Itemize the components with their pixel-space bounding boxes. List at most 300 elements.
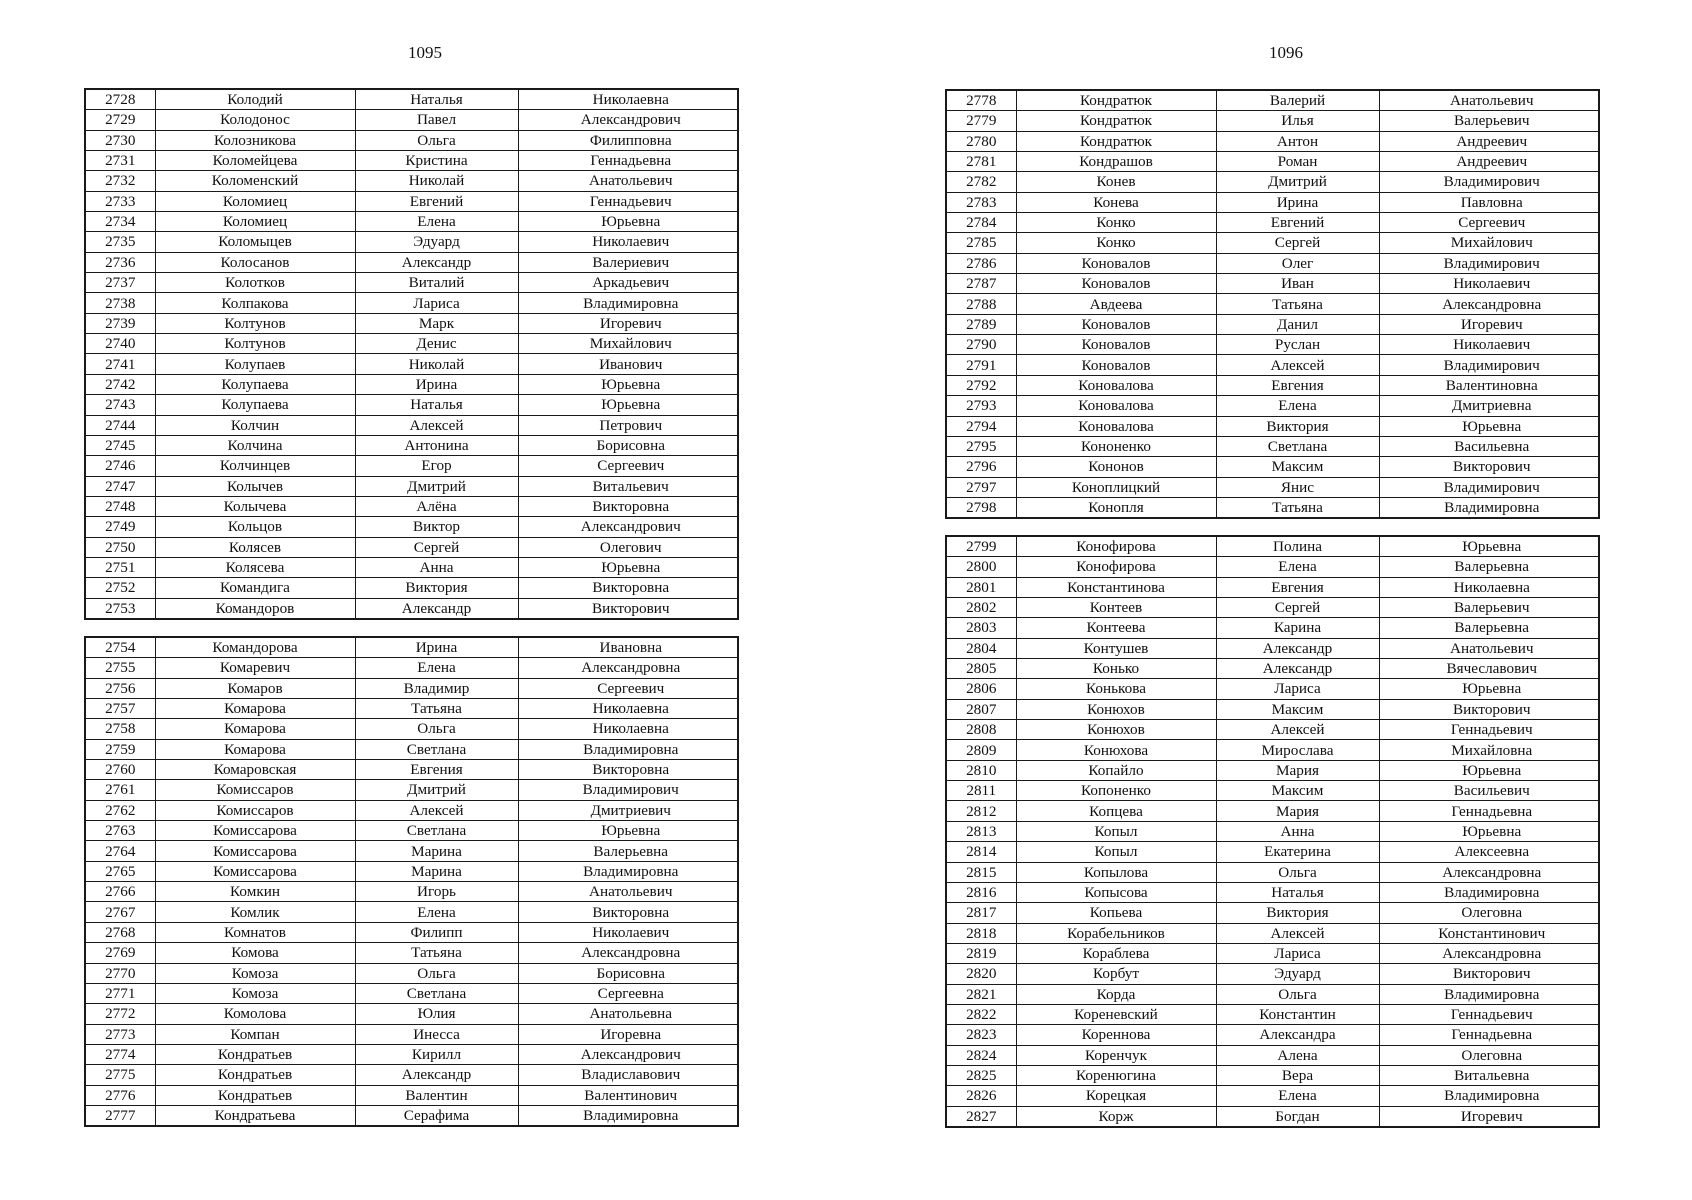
row-number: 2756 bbox=[85, 678, 155, 698]
row-number: 2753 bbox=[85, 598, 155, 619]
row-number: 2747 bbox=[85, 476, 155, 496]
table-row bbox=[85, 637, 738, 658]
patronymic-cell: Александровна bbox=[518, 658, 738, 678]
table-row bbox=[85, 456, 738, 476]
patronymic-cell: Валентинович bbox=[518, 1085, 738, 1105]
surname-cell: Конко bbox=[1016, 213, 1216, 233]
table-row bbox=[85, 557, 738, 577]
patronymic-cell: Сергеевич bbox=[1379, 213, 1599, 233]
patronymic-cell: Владимирович bbox=[1379, 253, 1599, 273]
patronymic-cell: Валерьевна bbox=[518, 841, 738, 861]
surname-cell: Конев bbox=[1016, 172, 1216, 192]
surname-cell: Коноплицкий bbox=[1016, 477, 1216, 497]
table-row bbox=[946, 557, 1599, 577]
table-row bbox=[85, 882, 738, 902]
patronymic-cell: Владимировна bbox=[518, 739, 738, 759]
surname-cell: Коломыцев bbox=[155, 232, 355, 252]
patronymic-cell: Геннадьевич bbox=[518, 191, 738, 211]
surname-cell: Колозникова bbox=[155, 130, 355, 150]
table-row bbox=[946, 699, 1599, 719]
patronymic-cell: Дмитриевна bbox=[1379, 396, 1599, 416]
table-row bbox=[946, 416, 1599, 436]
row-number: 2768 bbox=[85, 922, 155, 942]
table-row bbox=[85, 395, 738, 415]
row-number: 2743 bbox=[85, 395, 155, 415]
row-number: 2739 bbox=[85, 313, 155, 333]
patronymic-cell: Юрьевна bbox=[518, 821, 738, 841]
row-number: 2819 bbox=[946, 943, 1016, 963]
first-name-cell: Богдан bbox=[1216, 1106, 1379, 1127]
right-table-1 bbox=[945, 89, 1600, 519]
surname-cell: Колотков bbox=[155, 273, 355, 293]
right-table-2 bbox=[945, 535, 1600, 1128]
surname-cell: Колупаева bbox=[155, 395, 355, 415]
row-number: 2774 bbox=[85, 1044, 155, 1064]
first-name-cell: Ольга bbox=[355, 130, 518, 150]
first-name-cell: Дмитрий bbox=[1216, 172, 1379, 192]
table-row bbox=[946, 1086, 1599, 1106]
table-row bbox=[85, 313, 738, 333]
surname-cell: Комиссарова bbox=[155, 821, 355, 841]
table-row bbox=[85, 1085, 738, 1105]
row-number: 2769 bbox=[85, 943, 155, 963]
first-name-cell: Ирина bbox=[355, 374, 518, 394]
patronymic-cell: Алексеевна bbox=[1379, 842, 1599, 862]
first-name-cell: Юлия bbox=[355, 1004, 518, 1024]
row-number: 2761 bbox=[85, 780, 155, 800]
first-name-cell: Алексей bbox=[1216, 720, 1379, 740]
row-number: 2762 bbox=[85, 800, 155, 820]
table-row bbox=[946, 90, 1599, 111]
row-number: 2767 bbox=[85, 902, 155, 922]
patronymic-cell: Викторович bbox=[1379, 457, 1599, 477]
surname-cell: Кореннова bbox=[1016, 1025, 1216, 1045]
patronymic-cell: Валерьевич bbox=[1379, 598, 1599, 618]
first-name-cell: Татьяна bbox=[355, 943, 518, 963]
surname-cell: Конюхов bbox=[1016, 699, 1216, 719]
surname-cell: Коновалов bbox=[1016, 335, 1216, 355]
surname-cell: Корабельников bbox=[1016, 923, 1216, 943]
table-row bbox=[946, 618, 1599, 638]
table-row bbox=[85, 273, 738, 293]
table-row bbox=[85, 739, 738, 759]
patronymic-cell: Михайлович bbox=[518, 334, 738, 354]
patronymic-cell: Александровна bbox=[1379, 294, 1599, 314]
surname-cell: Копысова bbox=[1016, 882, 1216, 902]
first-name-cell: Максим bbox=[1216, 457, 1379, 477]
first-name-cell: Елена bbox=[1216, 557, 1379, 577]
patronymic-cell: Владимировна bbox=[1379, 882, 1599, 902]
surname-cell: Колупаева bbox=[155, 374, 355, 394]
surname-cell: Кондратюк bbox=[1016, 131, 1216, 151]
patronymic-cell: Олеговна bbox=[1379, 1045, 1599, 1065]
patronymic-cell: Викторович bbox=[1379, 964, 1599, 984]
table-row bbox=[946, 274, 1599, 294]
first-name-cell: Данил bbox=[1216, 314, 1379, 334]
row-number: 2786 bbox=[946, 253, 1016, 273]
row-number: 2825 bbox=[946, 1065, 1016, 1085]
patronymic-cell: Николаевич bbox=[518, 922, 738, 942]
row-number: 2811 bbox=[946, 781, 1016, 801]
surname-cell: Контушев bbox=[1016, 638, 1216, 658]
first-name-cell: Сергей bbox=[1216, 233, 1379, 253]
row-number: 2790 bbox=[946, 335, 1016, 355]
patronymic-cell: Сергеевич bbox=[518, 678, 738, 698]
table-row bbox=[85, 293, 738, 313]
row-number: 2783 bbox=[946, 192, 1016, 212]
surname-cell: Кондратьев bbox=[155, 1044, 355, 1064]
row-number: 2775 bbox=[85, 1065, 155, 1085]
patronymic-cell: Анатольевич bbox=[518, 882, 738, 902]
row-number: 2728 bbox=[85, 89, 155, 110]
first-name-cell: Александр bbox=[355, 598, 518, 619]
table-row bbox=[85, 354, 738, 374]
surname-cell: Кондратьев bbox=[155, 1085, 355, 1105]
row-number: 2817 bbox=[946, 903, 1016, 923]
row-number: 2827 bbox=[946, 1106, 1016, 1127]
row-number: 2821 bbox=[946, 984, 1016, 1004]
row-number: 2757 bbox=[85, 699, 155, 719]
first-name-cell: Александр bbox=[1216, 638, 1379, 658]
table-row bbox=[85, 1024, 738, 1044]
surname-cell: Конько bbox=[1016, 659, 1216, 679]
patronymic-cell: Николаевич bbox=[1379, 335, 1599, 355]
patronymic-cell: Анатольевич bbox=[518, 171, 738, 191]
table-row bbox=[946, 111, 1599, 131]
first-name-cell: Мария bbox=[1216, 760, 1379, 780]
first-name-cell: Ирина bbox=[355, 637, 518, 658]
first-name-cell: Виктор bbox=[355, 517, 518, 537]
first-name-cell: Эдуард bbox=[1216, 964, 1379, 984]
surname-cell: Колодонос bbox=[155, 110, 355, 130]
table-row bbox=[946, 1065, 1599, 1085]
first-name-cell: Алексей bbox=[1216, 355, 1379, 375]
patronymic-cell: Викторовна bbox=[518, 902, 738, 922]
first-name-cell: Павел bbox=[355, 110, 518, 130]
row-number: 2799 bbox=[946, 536, 1016, 557]
row-number: 2797 bbox=[946, 477, 1016, 497]
surname-cell: Комиссаров bbox=[155, 800, 355, 820]
first-name-cell: Елена bbox=[355, 902, 518, 922]
row-number: 2738 bbox=[85, 293, 155, 313]
row-number: 2816 bbox=[946, 882, 1016, 902]
patronymic-cell: Юрьевна bbox=[1379, 416, 1599, 436]
surname-cell: Колтунов bbox=[155, 334, 355, 354]
table-row bbox=[946, 1106, 1599, 1127]
surname-cell: Контеев bbox=[1016, 598, 1216, 618]
row-number: 2796 bbox=[946, 457, 1016, 477]
table-row bbox=[946, 598, 1599, 618]
surname-cell: Колчин bbox=[155, 415, 355, 435]
surname-cell: Копайло bbox=[1016, 760, 1216, 780]
surname-cell: Кондратюк bbox=[1016, 111, 1216, 131]
first-name-cell: Алексей bbox=[355, 415, 518, 435]
surname-cell: Конко bbox=[1016, 233, 1216, 253]
surname-cell: Колясев bbox=[155, 537, 355, 557]
table-row bbox=[946, 233, 1599, 253]
table-row bbox=[946, 1025, 1599, 1045]
surname-cell: Кондратьев bbox=[155, 1065, 355, 1085]
first-name-cell: Ольга bbox=[1216, 862, 1379, 882]
first-name-cell: Елена bbox=[355, 212, 518, 232]
first-name-cell: Николай bbox=[355, 354, 518, 374]
row-number: 2772 bbox=[85, 1004, 155, 1024]
patronymic-cell: Александрович bbox=[518, 517, 738, 537]
table-row bbox=[946, 436, 1599, 456]
row-number: 2746 bbox=[85, 456, 155, 476]
row-number: 2792 bbox=[946, 375, 1016, 395]
row-number: 2824 bbox=[946, 1045, 1016, 1065]
surname-cell: Колупаев bbox=[155, 354, 355, 374]
patronymic-cell: Васильевна bbox=[1379, 436, 1599, 456]
table-row bbox=[85, 435, 738, 455]
row-number: 2779 bbox=[946, 111, 1016, 131]
first-name-cell: Алена bbox=[1216, 1045, 1379, 1065]
first-name-cell: Виталий bbox=[355, 273, 518, 293]
surname-cell: Комкин bbox=[155, 882, 355, 902]
patronymic-cell: Дмитриевич bbox=[518, 800, 738, 820]
table-row bbox=[85, 496, 738, 516]
first-name-cell: Евгения bbox=[1216, 577, 1379, 597]
surname-cell: Копьева bbox=[1016, 903, 1216, 923]
patronymic-cell: Юрьевна bbox=[518, 374, 738, 394]
surname-cell: Корда bbox=[1016, 984, 1216, 1004]
first-name-cell: Ольга bbox=[355, 719, 518, 739]
first-name-cell: Алёна bbox=[355, 496, 518, 516]
first-name-cell: Лариса bbox=[1216, 943, 1379, 963]
table-row bbox=[85, 89, 738, 110]
surname-cell: Комаревич bbox=[155, 658, 355, 678]
first-name-cell: Евгения bbox=[355, 760, 518, 780]
first-name-cell: Валентин bbox=[355, 1085, 518, 1105]
patronymic-cell: Александрович bbox=[518, 110, 738, 130]
first-name-cell: Инесса bbox=[355, 1024, 518, 1044]
surname-cell: Колпакова bbox=[155, 293, 355, 313]
first-name-cell: Евгений bbox=[1216, 213, 1379, 233]
surname-cell: Кольцов bbox=[155, 517, 355, 537]
patronymic-cell: Юрьевна bbox=[518, 212, 738, 232]
surname-cell: Коновалов bbox=[1016, 274, 1216, 294]
surname-cell: Коренюгина bbox=[1016, 1065, 1216, 1085]
row-number: 2752 bbox=[85, 578, 155, 598]
table-row bbox=[85, 963, 738, 983]
row-number: 2781 bbox=[946, 152, 1016, 172]
first-name-cell: Марк bbox=[355, 313, 518, 333]
surname-cell: Константинова bbox=[1016, 577, 1216, 597]
patronymic-cell: Иванович bbox=[518, 354, 738, 374]
patronymic-cell: Владимирович bbox=[1379, 477, 1599, 497]
row-number: 2777 bbox=[85, 1105, 155, 1126]
table-row bbox=[85, 517, 738, 537]
row-number: 2784 bbox=[946, 213, 1016, 233]
first-name-cell: Владимир bbox=[355, 678, 518, 698]
first-name-cell: Наталья bbox=[355, 395, 518, 415]
first-name-cell: Татьяна bbox=[1216, 294, 1379, 314]
row-number: 2802 bbox=[946, 598, 1016, 618]
table-row bbox=[85, 678, 738, 698]
patronymic-cell: Викторович bbox=[518, 598, 738, 619]
surname-cell: Кононенко bbox=[1016, 436, 1216, 456]
table-row bbox=[85, 191, 738, 211]
patronymic-cell: Игоревич bbox=[1379, 314, 1599, 334]
row-number: 2807 bbox=[946, 699, 1016, 719]
table-row bbox=[85, 780, 738, 800]
surname-cell: Комлик bbox=[155, 902, 355, 922]
row-number: 2780 bbox=[946, 131, 1016, 151]
patronymic-cell: Вячеславович bbox=[1379, 659, 1599, 679]
row-number: 2826 bbox=[946, 1086, 1016, 1106]
surname-cell: Конофирова bbox=[1016, 557, 1216, 577]
patronymic-cell: Владимировна bbox=[518, 861, 738, 881]
first-name-cell: Мирослава bbox=[1216, 740, 1379, 760]
table-row bbox=[946, 964, 1599, 984]
row-number: 2763 bbox=[85, 821, 155, 841]
row-number: 2813 bbox=[946, 821, 1016, 841]
table-row bbox=[946, 903, 1599, 923]
first-name-cell: Ольга bbox=[1216, 984, 1379, 1004]
row-number: 2764 bbox=[85, 841, 155, 861]
patronymic-cell: Геннадьевна bbox=[1379, 801, 1599, 821]
row-number: 2785 bbox=[946, 233, 1016, 253]
surname-cell: Комолова bbox=[155, 1004, 355, 1024]
table-row bbox=[946, 335, 1599, 355]
patronymic-cell: Владимировна bbox=[518, 1105, 738, 1126]
row-number: 2805 bbox=[946, 659, 1016, 679]
surname-cell: Кондратьева bbox=[155, 1105, 355, 1126]
surname-cell: Копоненко bbox=[1016, 781, 1216, 801]
first-name-cell: Александр bbox=[355, 1065, 518, 1085]
table-row bbox=[85, 841, 738, 861]
first-name-cell: Светлана bbox=[1216, 436, 1379, 456]
surname-cell: Контеева bbox=[1016, 618, 1216, 638]
patronymic-cell: Юрьевна bbox=[1379, 536, 1599, 557]
row-number: 2782 bbox=[946, 172, 1016, 192]
first-name-cell: Анна bbox=[1216, 821, 1379, 841]
first-name-cell: Серафима bbox=[355, 1105, 518, 1126]
surname-cell: Корецкая bbox=[1016, 1086, 1216, 1106]
row-number: 2741 bbox=[85, 354, 155, 374]
surname-cell: Колясева bbox=[155, 557, 355, 577]
surname-cell: Компан bbox=[155, 1024, 355, 1044]
surname-cell: Корбут bbox=[1016, 964, 1216, 984]
first-name-cell: Дмитрий bbox=[355, 780, 518, 800]
first-name-cell: Дмитрий bbox=[355, 476, 518, 496]
patronymic-cell: Викторович bbox=[1379, 699, 1599, 719]
surname-cell: Комнатов bbox=[155, 922, 355, 942]
patronymic-cell: Михайловна bbox=[1379, 740, 1599, 760]
table-row bbox=[946, 801, 1599, 821]
row-number: 2793 bbox=[946, 396, 1016, 416]
table-row bbox=[946, 984, 1599, 1004]
row-number: 2733 bbox=[85, 191, 155, 211]
surname-cell: Коломиец bbox=[155, 191, 355, 211]
row-number: 2823 bbox=[946, 1025, 1016, 1045]
surname-cell: Командоров bbox=[155, 598, 355, 619]
surname-cell: Конюхов bbox=[1016, 720, 1216, 740]
first-name-cell: Виктория bbox=[1216, 416, 1379, 436]
patronymic-cell: Андреевич bbox=[1379, 152, 1599, 172]
row-number: 2773 bbox=[85, 1024, 155, 1044]
table-row bbox=[85, 334, 738, 354]
row-number: 2730 bbox=[85, 130, 155, 150]
first-name-cell: Светлана bbox=[355, 983, 518, 1003]
row-number: 2758 bbox=[85, 719, 155, 739]
row-number: 2795 bbox=[946, 436, 1016, 456]
patronymic-cell: Константинович bbox=[1379, 923, 1599, 943]
patronymic-cell: Геннадьевна bbox=[1379, 1025, 1599, 1045]
table-row bbox=[946, 821, 1599, 841]
row-number: 2818 bbox=[946, 923, 1016, 943]
patronymic-cell: Валерьевна bbox=[1379, 618, 1599, 638]
table-row bbox=[85, 110, 738, 130]
patronymic-cell: Николаевна bbox=[518, 89, 738, 110]
row-number: 2810 bbox=[946, 760, 1016, 780]
table-row bbox=[85, 719, 738, 739]
patronymic-cell: Владимирович bbox=[1379, 172, 1599, 192]
surname-cell: Конофирова bbox=[1016, 536, 1216, 557]
surname-cell: Коломиец bbox=[155, 212, 355, 232]
table-row bbox=[85, 902, 738, 922]
table-row bbox=[85, 171, 738, 191]
first-name-cell: Татьяна bbox=[355, 699, 518, 719]
first-name-cell: Денис bbox=[355, 334, 518, 354]
surname-cell: Конева bbox=[1016, 192, 1216, 212]
table-row bbox=[946, 720, 1599, 740]
first-name-cell: Николай bbox=[355, 171, 518, 191]
surname-cell: Комиссаров bbox=[155, 780, 355, 800]
first-name-cell: Руслан bbox=[1216, 335, 1379, 355]
row-number: 2800 bbox=[946, 557, 1016, 577]
first-name-cell: Сергей bbox=[355, 537, 518, 557]
row-number: 2804 bbox=[946, 638, 1016, 658]
table-row bbox=[85, 699, 738, 719]
first-name-cell: Александр bbox=[1216, 659, 1379, 679]
surname-cell: Коновалов bbox=[1016, 253, 1216, 273]
row-number: 2808 bbox=[946, 720, 1016, 740]
row-number: 2736 bbox=[85, 252, 155, 272]
first-name-cell: Марина bbox=[355, 841, 518, 861]
first-name-cell: Светлана bbox=[355, 821, 518, 841]
patronymic-cell: Игоревна bbox=[518, 1024, 738, 1044]
patronymic-cell: Витальевич bbox=[518, 476, 738, 496]
patronymic-cell: Викторовна bbox=[518, 760, 738, 780]
patronymic-cell: Олеговна bbox=[1379, 903, 1599, 923]
patronymic-cell: Валериевич bbox=[518, 252, 738, 272]
surname-cell: Комарова bbox=[155, 739, 355, 759]
page-number-left: 1095 bbox=[408, 43, 442, 62]
first-name-cell: Сергей bbox=[1216, 598, 1379, 618]
surname-cell: Копцева bbox=[1016, 801, 1216, 821]
surname-cell: Колтунов bbox=[155, 313, 355, 333]
patronymic-cell: Андреевич bbox=[1379, 131, 1599, 151]
patronymic-cell: Владимировна bbox=[1379, 984, 1599, 1004]
patronymic-cell: Сергеевич bbox=[518, 456, 738, 476]
table-row bbox=[85, 922, 738, 942]
row-number: 2740 bbox=[85, 334, 155, 354]
patronymic-cell: Владимирович bbox=[1379, 355, 1599, 375]
first-name-cell: Кирилл bbox=[355, 1044, 518, 1064]
surname-cell: Коломейцева bbox=[155, 151, 355, 171]
first-name-cell: Максим bbox=[1216, 781, 1379, 801]
row-number: 2798 bbox=[946, 497, 1016, 518]
first-name-cell: Антон bbox=[1216, 131, 1379, 151]
table-row bbox=[946, 1004, 1599, 1024]
patronymic-cell: Викторовна bbox=[518, 496, 738, 516]
table-row bbox=[946, 943, 1599, 963]
surname-cell: Конюхова bbox=[1016, 740, 1216, 760]
first-name-cell: Ольга bbox=[355, 963, 518, 983]
table-row bbox=[85, 1105, 738, 1126]
